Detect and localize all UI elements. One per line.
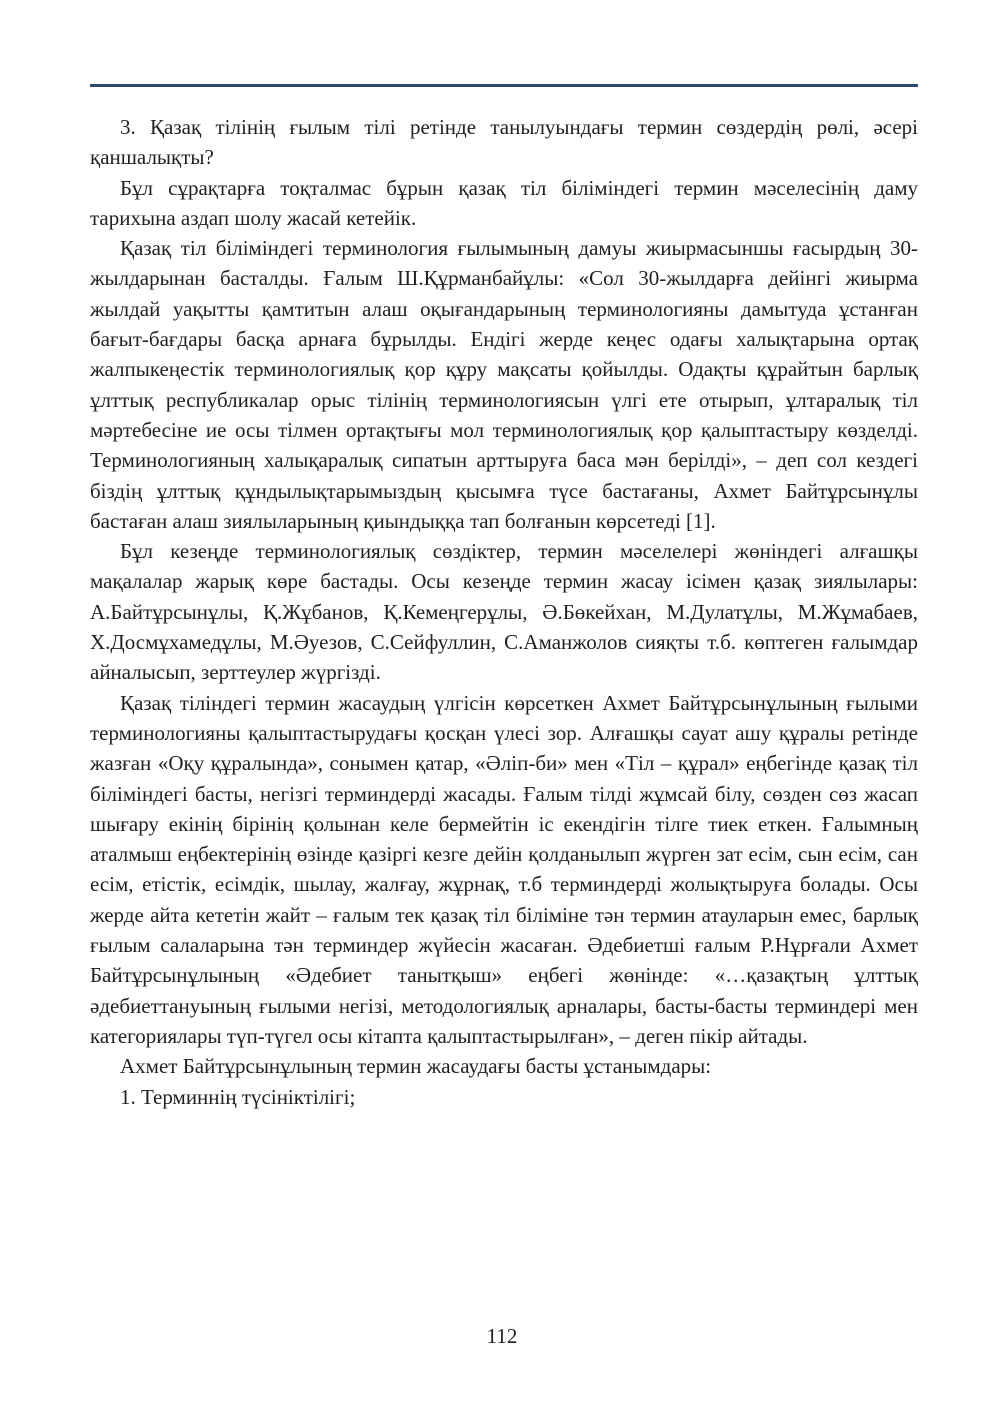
paragraph-early-scholars: Бұл кезеңде терминологиялық сөздіктер, термин мәселелері жөніндегі алғашқы мақалалар жарық көре бастады. Осы кезеңде термин жасау ісімен қазақ зиялылары: А.Байтұрсынұлы, Қ.Жұбанов, Қ.Кемеңгерұлы, Ә.Бөкейхан, М.Дулатұлы, М.Жұмабаев, Х.Досмұхамедұлы, М.Әуезов, С.Сейфуллин, С.Аманжолов сияқты т.б. көптеген ғалымдар айналысып, зерттеулер жүргізді.	[90, 539, 918, 685]
paragraph-principles-intro: Ахмет Байтұрсынұлының термин жасаудағы басты ұстанымдары:	[120, 1054, 712, 1079]
paragraph-terminology-history: Қазақ тіл біліміндегі терминология ғылымының дамуы жиырмасыншы ғасырдың 30-жылдарынан басталды. Ғалым Ш.Құрманбайұлы: «Сол 30-жылдарға дейінгі жиырма жылдай уақытты қамтитын алаш оқығандарының терминологияны дамытуда ұстанған бағыт-бағдары басқа арнаға бұрылды. Ендігі жерде кеңес одағы халықтарына ортақ жалпыкеңестік терминологиялық қор құру мақсаты қойылды. Одақты құрайтын барлық ұлттық республикалар орыс тілінің терминологиясын үлгі ете отырып, ұлтаралық тіл мәртебесіне ие осы тілмен ортақтығы мол терминологиялық қор қалыптастыру көзделді. Терминологияның халықаралық сипатын арттыруға баса мән берілді», – деп сол кездегі біздің ұлттық құндылықтарымыздың қысымға түсе бастағаны, Ахмет Байтұрсынұлы бастаған алаш зиялыларының қиындыққа тап болғанын көрсетеді [1].	[90, 236, 918, 533]
paragraph-principle-1: 1. Терминнің түсініктілігі;	[120, 1084, 356, 1109]
page-body	[90, 112, 918, 1112]
paragraph-question-3: 3. Қазақ тілінің ғылым тілі ретінде танылуындағы термин сөздердің рөлі, әсері қаншалықты?	[90, 115, 918, 170]
paragraph-intro: Бұл сұрақтарға тоқталмас бұрын қазақ тіл біліміндегі термин мәселесінің даму тарихына аздап шолу жасай кетейік.	[90, 175, 918, 230]
header-rule	[90, 84, 918, 87]
paragraph-baitursynuly-contribution: Қазақ тіліндегі термин жасаудың үлгісін көрсеткен Ахмет Байтұрсынұлының ғылыми терминологияны қалыптастырудағы қосқан үлесі зор. Алғашқы сауат ашу құралы ретінде жазған «Оқу құралында», сонымен қатар, «Әліп-би» мен «Тіл – құрал» еңбегінде қазақ тіл біліміндегі басты, негізгі терминдерді жасады. Ғалым тілді жұмсай білу, сөзден сөз жасап шығару екінің бірінің қолынан келе бермейтін іс екендігін тілге тиек еткен. Ғалымның аталмыш еңбектерінің өзінде қазіргі кезге дейін қолданылып жүрген зат есім, сын есім, сан есім, етістік, есімдік, шылау, жалғау, жұрнақ, т.б терминдерді жолықтыруға болады. Осы жерде айта кететін жайт – ғалым тек қазақ тіл біліміне тән термин атауларын емес, барлық ғылым салаларына тән терминдер жүйесін жасаған. Әдебиетші ғалым Р.Нұрғали Ахмет Байтұрсынұлының «Әдебиет танытқыш» еңбегі жөнінде: «…қазақтың ұлттық әдебиеттануының ғылыми негізі, методологиялық арналары, басты-басты терминдері мен категориялары түп-түгел осы кітапта қалыптастырылған», – деген пікір айтады.	[90, 690, 918, 1048]
page-number: 112	[486, 1324, 518, 1348]
